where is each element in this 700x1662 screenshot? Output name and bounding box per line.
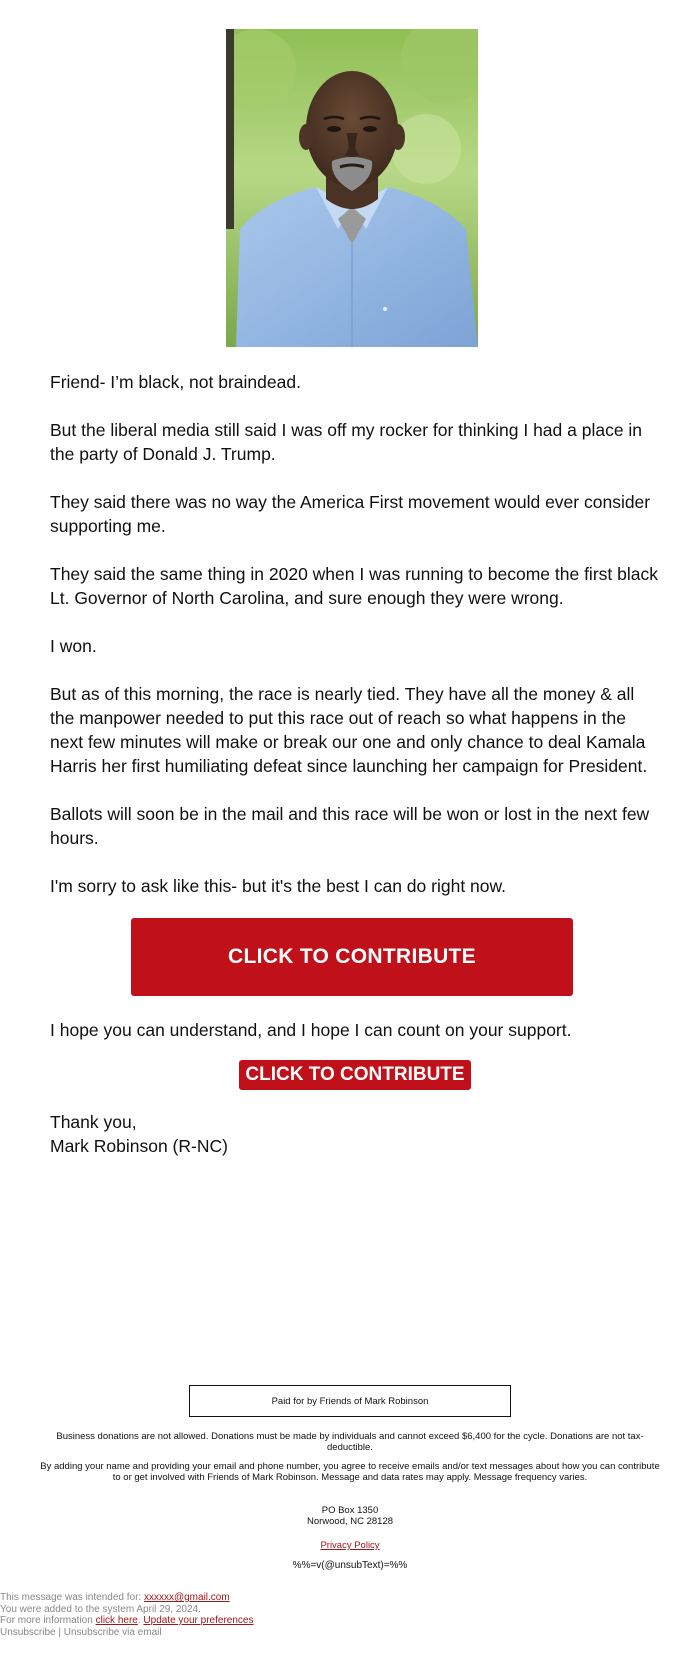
contribute-button-secondary[interactable]: CLICK TO CONTRIBUTE xyxy=(239,1060,470,1090)
body-paragraph: But as of this morning, the race is nearly tied. They have all the money & all the manpower needed to put this race out of reach so what happens in the next few minutes will make or break our one and only chance to deal Kamala Harris her first humiliating defeat since launching her campaign for President. xyxy=(50,684,648,776)
body-paragraph: They said the same thing in 2020 when I was running to become the first black Lt. Governor of North Carolina, and sure enough they were wrong. xyxy=(50,564,658,608)
added-date: You were added to the system April 29, 2024. xyxy=(0,1603,201,1615)
more-info-line xyxy=(0,1615,253,1627)
address-line-2: Norwood, NC 28128 xyxy=(306,1516,394,1527)
pipe-separator: | xyxy=(55,1626,64,1638)
paid-for-box: Paid for by Friends of Mark Robinson xyxy=(189,1385,511,1417)
secondary-cta-wrap xyxy=(50,1060,660,1090)
recipient-email-link[interactable]: xxxxxx@gmail.com xyxy=(143,1592,230,1603)
support-paragraph: I hope you can understand, and I hope I can count on your support. xyxy=(50,1020,572,1040)
email-footer xyxy=(0,1385,700,1571)
click-here-link[interactable]: click here xyxy=(95,1615,138,1626)
address-line-1: PO Box 1350 xyxy=(321,1505,379,1516)
consent-disclaimer: By adding your name and providing your email and phone number, you agree to receive emails and/or text messages about how you can contribute to or get involved with Friends of Mark Robinson. Message and data rates may apply. Message frequency varies. xyxy=(40,1461,660,1483)
body-paragraph: I'm sorry to ask like this- but it's the best I can do right now. xyxy=(50,876,507,896)
portrait-image xyxy=(226,29,478,347)
unsubscribe-code: %%=v(@unsubText)=%% xyxy=(292,1560,408,1571)
body-paragraph: They said there was no way the America First movement would ever consider supporting me. xyxy=(50,492,651,536)
update-preferences-link[interactable]: Update your preferences xyxy=(143,1615,254,1626)
more-info-label: For more information xyxy=(0,1615,96,1626)
privacy-policy-link[interactable]: Privacy Policy xyxy=(320,1540,380,1551)
unsubscribe-link[interactable]: Unsubscribe xyxy=(0,1626,56,1638)
body-paragraph: But the liberal media still said I was off my rocker for thinking I had a place in the party of Donald J. Trump. xyxy=(50,420,643,464)
unsubscribe-line xyxy=(0,1627,253,1639)
separator: . xyxy=(137,1615,144,1626)
contribute-button-primary[interactable]: CLICK TO CONTRIBUTE xyxy=(131,918,573,996)
unsubscribe-email-link[interactable]: Unsubscribe via email xyxy=(63,1626,162,1638)
body-paragraph: Ballots will soon be in the mail and this race will be won or lost in the next few hours. xyxy=(50,804,650,848)
signoff-name: Mark Robinson (R-NC) xyxy=(50,1136,228,1156)
intended-line xyxy=(0,1592,253,1604)
intended-label: This message was intended for: xyxy=(0,1592,144,1603)
signoff-thanks: Thank you, xyxy=(50,1112,137,1132)
email-body xyxy=(50,370,660,1158)
candidate-photo xyxy=(226,29,478,347)
body-paragraph: Friend- I’m black, not braindead. xyxy=(50,372,301,392)
body-paragraph: I won. xyxy=(50,636,97,656)
email-meta xyxy=(0,1592,253,1638)
donation-disclaimer: Business donations are not allowed. Donations must be made by individuals and cannot exceed $6,400 for the cycle. Donations are not tax-deductible. xyxy=(56,1431,644,1453)
